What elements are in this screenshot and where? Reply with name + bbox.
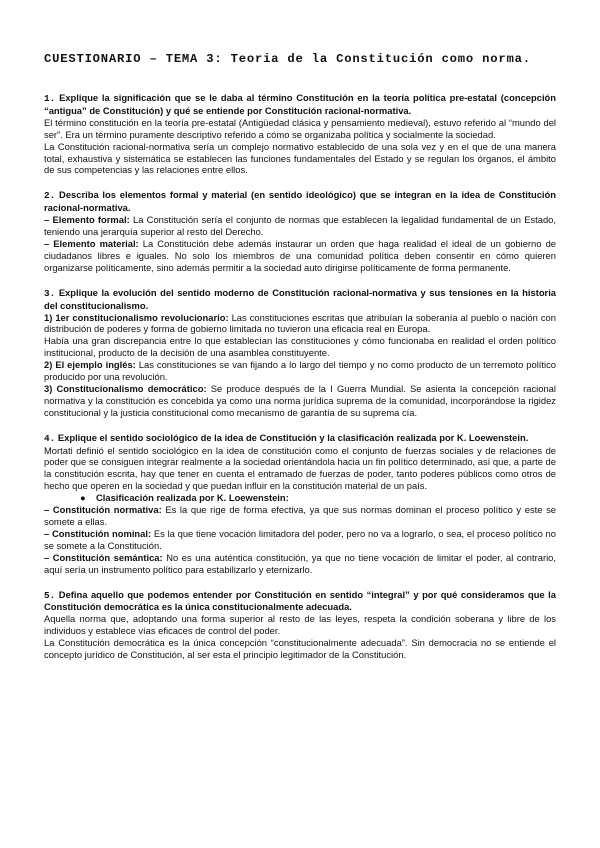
answer-paragraph — [44, 238, 556, 274]
document-body — [44, 92, 556, 661]
section-gap — [44, 576, 556, 589]
term-label: – Constitución normativa: — [44, 504, 162, 516]
page-title: CUESTIONARIO – TEMA 3: Teoria de la Constitución como norma. — [44, 52, 531, 66]
question-number: 3. — [44, 287, 56, 299]
answer-paragraph: La Constitución democrática es la única concepción “constitucionalmente adecuada”. Sin democracia no se entiende el concepto jurídico de Constitución, al ser esta el principio legitimador de la Constitución. — [44, 637, 556, 661]
term-label: 1) 1er constitucionalismo revolucionario: — [44, 311, 229, 323]
answer-paragraph: Mortati definió el sentido sociológico en la idea de constitución como el conjunto de fuerzas sociales y de relaciones de poder que se consiguen integrar realmente a la sociedad orientándola hacia un fin político determinado, así que, a parte de la constitución escrita, hay que tener en cuenta el entramado de fuerzas de poder, tanto poderes públicos como otros de hecho que operen en la sociedad y que puedan influir en la constitución material de un país. — [44, 444, 556, 492]
term-text: Es la que rige de forma efectiva, ya que sus normas dominan el proceso político y este se somete a ellas. — [44, 504, 556, 527]
question-text: Explique el sentido sociológico de la idea de Constitución y la clasificación realizada por K. Loewenstein. — [57, 431, 529, 443]
answer-paragraph — [44, 312, 556, 336]
answer-paragraph — [44, 383, 556, 419]
question-text: Explique la evolución del sentido moderno de Constitución racional-normativa y sus tensiones en la historia del constitucionalismo. — [44, 286, 557, 311]
question-text: Describa los elementos formal y material (en sentido ideológico) que se integran en la idea de Constitución racional-normativa. — [44, 189, 556, 214]
term-text: No es una auténtica constitución, ya que no tiene vocación de limitar el poder, al contrario, aquí sería un instrumento político para estabilizarlo y eternizarlo. — [44, 551, 556, 575]
question-5 — [44, 589, 556, 614]
question-text: Defina aquello que podemos entender por Constitución en sentido “integral” y por qué consideramos que la Constitución democrática es la única constitucionalmente adecuada. — [44, 588, 556, 613]
question-text: Explique la significación que se le daba al término Constitución en la teoría política pre-estatal (concepción “antigua” de Constitución) y qué se entiende por Constitución racional-normativa. — [44, 92, 557, 116]
section-gap — [44, 176, 556, 189]
section-gap — [44, 419, 556, 432]
term-text: Se produce después de la I Guerra Mundial. Se asienta la concepción racional normativa y la constitución es concebida ya como una norma jurídica suprema de la comunidad, incorporándose la rigidez constitucional y la justicia constitucional como mecanismo de garantía de su suprema cía. — [44, 382, 556, 418]
answer-paragraph — [44, 504, 556, 528]
question-2 — [44, 189, 556, 214]
answer-paragraph — [44, 214, 556, 238]
answer-paragraph: Había una gran discrepancia entre lo que establecían las constituciones y cómo funcionaba en realidad el orden político institucional, producto de la decisión de una asamblea constituyente. — [44, 335, 556, 359]
bullet-text: Clasificación realizada por K. Loewenstein: — [96, 492, 289, 504]
term-text: La Constitución debe además instaurar un orden que haga realidad el ideal de un gobierno de ciudadanos libres e iguales. No solo los miembros de una comunidad política deben consentir en cómo quieren organizarse políticamente, sino además permitir a la sociedad auto dirigirse políticamente de forma permanente. — [44, 237, 557, 273]
term-label: 3) Constitucionalismo democrático: — [44, 382, 207, 394]
term-text: Es la que tiene vocación limitadora del poder, pero no va a lograrlo, o sea, el proceso político no se somete a la Constitución. — [44, 527, 556, 551]
answer-paragraph — [44, 528, 556, 552]
question-3 — [44, 287, 556, 312]
term-label: – Elemento material: — [44, 237, 139, 249]
question-number: 4. — [44, 432, 56, 444]
question-4 — [44, 432, 556, 445]
question-1 — [44, 92, 556, 117]
term-text: Las constituciones escritas que atribuían la soberanía al pueblo o nación con distribución de poderes y forma de gobierno limitada no tuvieron una eficacia real en Europa. — [44, 311, 556, 335]
bullet-icon: ● — [80, 492, 86, 504]
question-number: 1. — [44, 93, 56, 104]
term-label: – Elemento formal: — [44, 214, 130, 226]
answer-paragraph: Aquella norma que, adoptando una forma superior al resto de las leyes, respeta la condición soberana y libre de los individuos y establece vías eficaces de control del poder. — [44, 613, 556, 637]
term-text: La Constitución sería el conjunto de normas que establecen la legalidad fundamental de un Estado, teniendo una jerarquía superior al resto del Derecho. — [44, 214, 556, 238]
answer-paragraph: El término constitución en la teoría pre-estatal (Antigüedad clásica y pensamiento medieval), estuvo referido al “mundo del ser”. Era un término puramente descriptivo referido a cómo se organizaba política y socialmente la sociedad. — [44, 116, 556, 140]
question-number: 5. — [44, 589, 56, 601]
term-text: Las constituciones se van fijando a lo largo del tiempo y no como producto de un terremoto político producido por una revolución. — [44, 359, 556, 383]
term-label: – Constitución semántica: — [44, 551, 163, 563]
section-gap — [44, 274, 556, 287]
bullet-item — [44, 492, 556, 504]
question-number: 2. — [44, 190, 56, 202]
term-label: 2) El ejemplo inglés: — [44, 359, 136, 371]
answer-paragraph — [44, 359, 556, 383]
term-label: – Constitución nominal: — [44, 527, 152, 539]
answer-paragraph: La Constitución racional-normativa sería un complejo normativo establecido de una sola vez y en el que de una manera total, exhaustiva y sistemática se establecen las funciones fundamentales del Estado y se regulan los órganos, el ámbito de sus competencias y las relaciones entre ellos. — [44, 140, 556, 176]
answer-paragraph — [44, 552, 556, 576]
